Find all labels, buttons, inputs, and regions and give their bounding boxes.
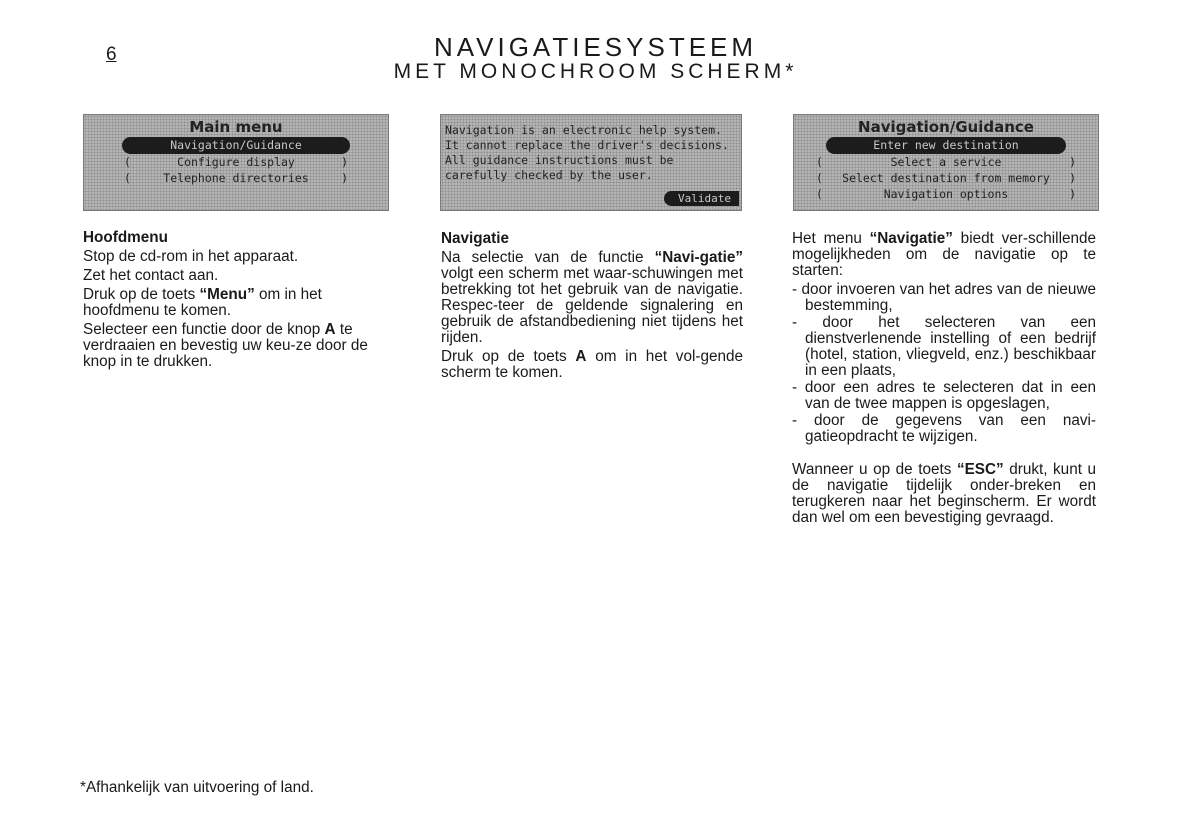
main-menu-screen bbox=[83, 114, 389, 211]
paragraph: Het menu “Navigatie” biedt ver-schillende mogelijkheden om de navigatie op te starten: bbox=[792, 230, 1096, 279]
footnote: *Afhankelijk van uitvoering of land. bbox=[80, 779, 314, 796]
warning-line: Navigation is an electronic help system. bbox=[445, 123, 722, 137]
navigation-selected-item: Enter new destination bbox=[826, 137, 1066, 154]
navigation-screen-title: Navigation/Guidance bbox=[858, 118, 1034, 136]
navigation-menu-item: ( Select destination from memory ) bbox=[816, 170, 1076, 186]
validate-button: Validate bbox=[664, 191, 739, 206]
page-subtitle: MET MONOCHROOM SCHERM* bbox=[393, 60, 798, 83]
section-heading: Hoofdmenu bbox=[83, 229, 168, 246]
list-item: - door het selecteren van een dienstverlenende instelling of een bedrijf (hotel, station, vliegveld, enz.) beschikbaar in een plaats, bbox=[792, 315, 1096, 379]
column-hoofdmenu bbox=[83, 230, 391, 373]
main-menu-item: ( Configure display ) bbox=[124, 154, 348, 170]
main-menu-item: ( Telephone directories ) bbox=[124, 170, 348, 186]
column-navigatie bbox=[441, 231, 743, 384]
main-menu-title: Main menu bbox=[189, 118, 283, 136]
column-menu-navigatie bbox=[792, 231, 1096, 529]
warning-line: It cannot replace the driver's decisions. bbox=[445, 138, 729, 152]
list-item: - door de gegevens van een navi-gatieopdracht te wijzigen. bbox=[792, 413, 1096, 445]
page-title: NAVIGATIESYSTEEM bbox=[433, 32, 758, 62]
paragraph: Druk op de toets A om in het vol-gende scherm te komen. bbox=[441, 348, 743, 381]
navigation-screen bbox=[793, 114, 1099, 211]
warning-line: carefully checked by the user. bbox=[445, 168, 653, 182]
paragraph: Zet het contact aan. bbox=[83, 267, 219, 284]
paragraph: Druk op de toets “Menu” om in het hoofdmenu te komen. bbox=[83, 286, 322, 319]
page-number: 6 bbox=[106, 44, 117, 65]
main-menu-selected-item: Navigation/Guidance bbox=[122, 137, 350, 154]
warning-line: All guidance instructions must be bbox=[445, 153, 674, 167]
paragraph: Wanneer u op de toets “ESC” drukt, kunt u de navigatie tijdelijk onder-breken en terugkeren naar het beginscherm. Er wordt dan wel om een bevestiging gevraagd. bbox=[792, 461, 1096, 526]
options-list bbox=[792, 282, 1096, 445]
list-item: - door invoeren van het adres van de nieuwe bestemming, bbox=[792, 282, 1096, 314]
list-item: - door een adres te selecteren dat in een van de twee mappen is opgeslagen, bbox=[792, 380, 1096, 412]
paragraph: Na selectie van de functie “Navi-gatie” volgt een scherm met waar-schuwingen met betrekking tot het gebruik van de navigatie. Respec-teer de geldende signalering en gebruik de afstandbediening niet tijdens het rijden. bbox=[441, 249, 743, 346]
navigation-menu-item: ( Navigation options ) bbox=[816, 186, 1076, 202]
paragraph: Selecteer een functie door de knop A te verdraaien en bevestig uw keu-ze door de knop in te drukken. bbox=[83, 321, 368, 370]
warning-screen bbox=[440, 114, 742, 211]
paragraph: Stop de cd-rom in het apparaat. bbox=[83, 248, 299, 265]
section-heading: Navigatie bbox=[441, 230, 510, 247]
navigation-menu-item: ( Select a service ) bbox=[816, 154, 1076, 170]
